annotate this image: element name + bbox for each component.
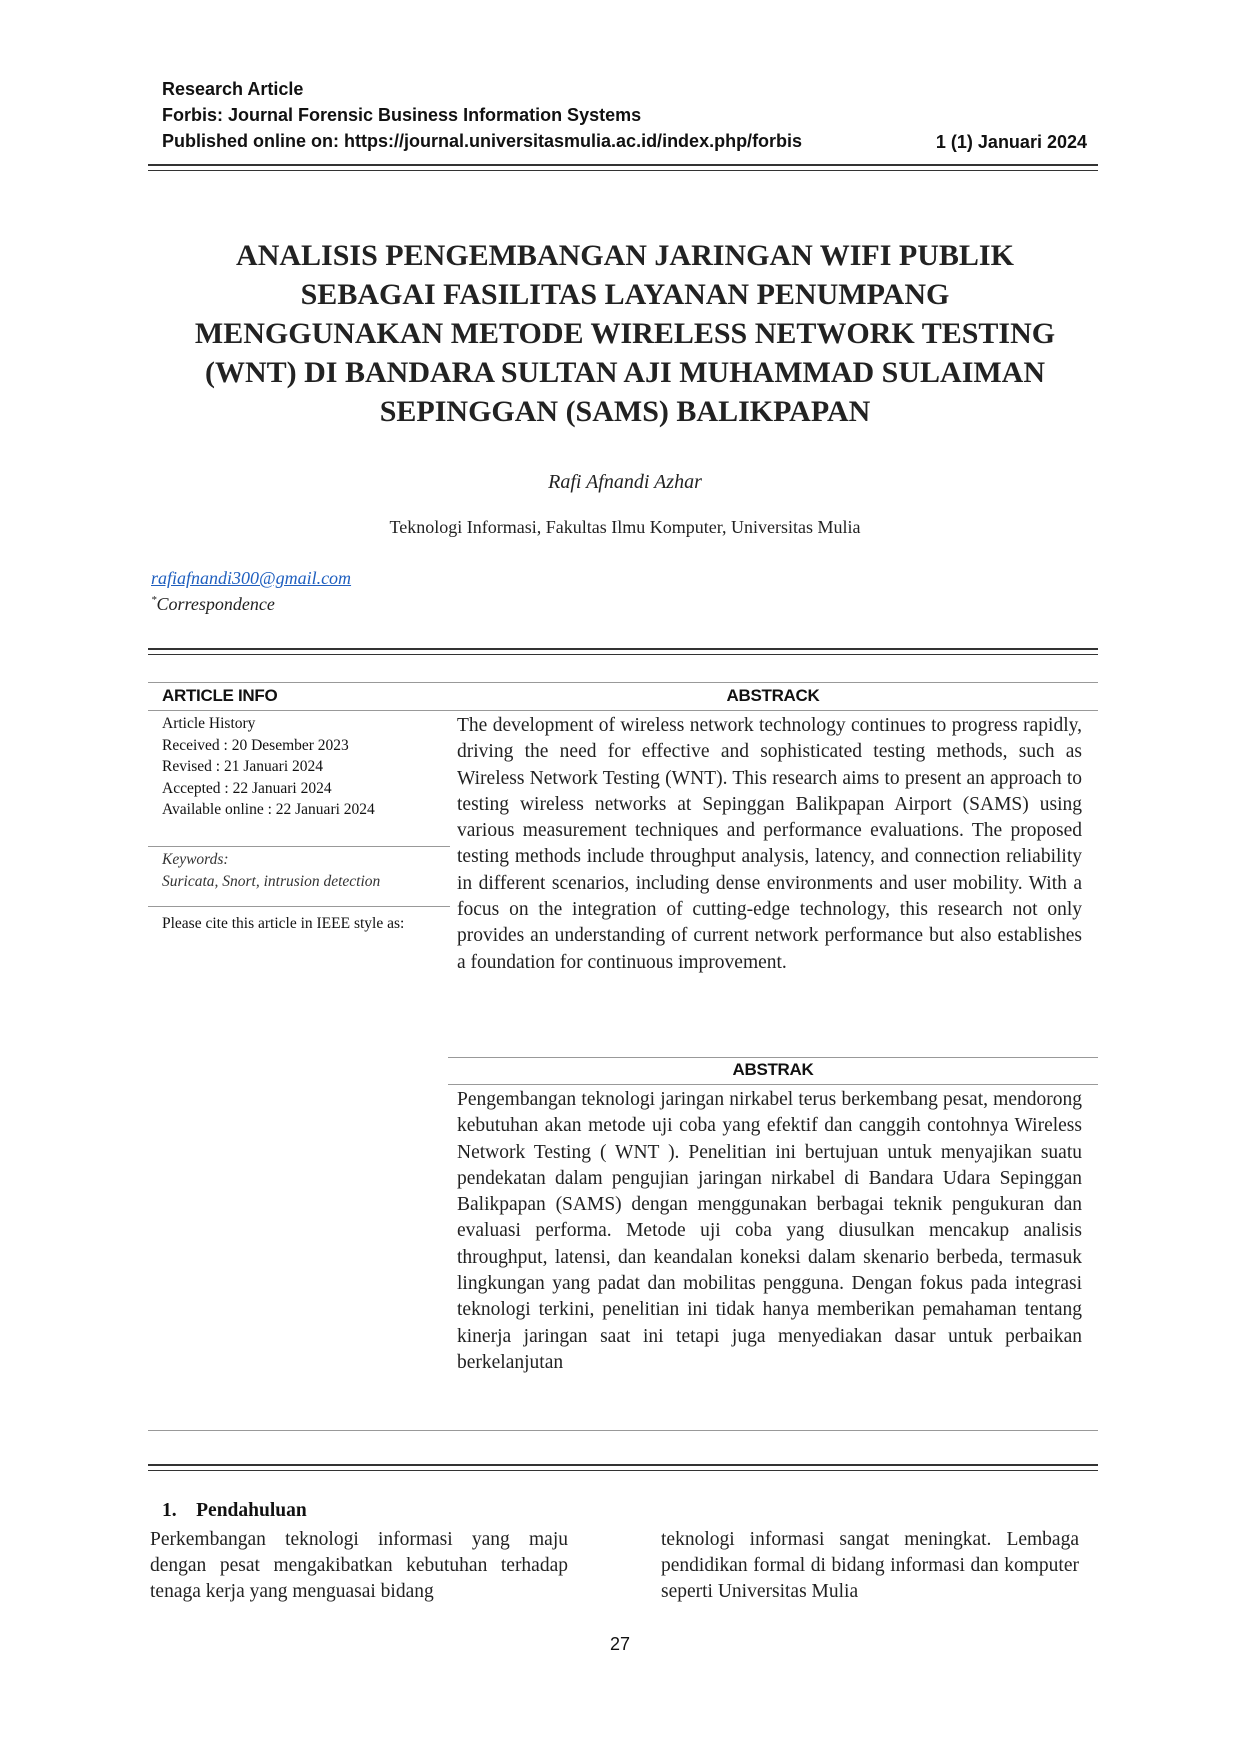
section-heading: 1. Pendahuluan	[162, 1500, 307, 1521]
title-line: MENGGUNAKAN METODE WIRELESS NETWORK TESTING	[194, 317, 1056, 350]
issue-info: 1 (1) Januari 2024	[935, 132, 1087, 152]
article-type: Research Article	[162, 79, 304, 99]
cite-rule	[148, 906, 450, 907]
paper-title	[150, 236, 1100, 431]
body-column-left: Perkembangan teknologi informasi yang maju dengan pesat mengakibatkan kebutuhan terhadap tenaga kerja yang menguasai bidang	[150, 1529, 568, 1602]
abstract-en-heading: ABSTRACK	[726, 686, 820, 705]
author-email-link[interactable]: rafiafnandi300@gmail.com	[151, 568, 352, 588]
abstract-id-heading: ABSTRAK	[732, 1060, 814, 1079]
header-divider	[148, 164, 1098, 171]
abstrak-head-rule	[448, 1084, 1098, 1085]
body-top-divider	[148, 1464, 1098, 1471]
journal-name: Forbis: Journal Forensic Business Information Systems	[162, 105, 642, 125]
keywords-list: Suricata, Snort, intrusion detection	[162, 872, 381, 890]
article-info-rule	[148, 682, 450, 683]
available-date: Available online : 22 Januari 2024	[162, 801, 375, 818]
accepted-date: Accepted : 22 Januari 2024	[162, 779, 332, 797]
title-line: SEBAGAI FASILITAS LAYANAN PENUMPANG	[300, 278, 950, 311]
keywords-label: Keywords:	[162, 851, 229, 868]
correspondence-label: Correspondence	[156, 594, 275, 614]
abstract-rule	[448, 682, 1098, 683]
article-info-heading: ARTICLE INFO	[162, 686, 278, 705]
author-name: Rafi Afnandi Azhar	[548, 471, 702, 493]
history-label: Article History	[162, 715, 256, 732]
revised-date: Revised : 21 Januari 2024	[162, 758, 324, 775]
page-number: 27	[609, 1634, 631, 1654]
article-info-head-rule	[148, 710, 450, 711]
abstrak-rule	[448, 1057, 1098, 1058]
article-history	[162, 713, 375, 821]
keywords-rule	[148, 846, 450, 847]
keywords-block	[162, 849, 380, 892]
body-column-right: teknologi informasi sangat meningkat. Lembaga pendidikan formal di bidang informasi dan komputer seperti Universitas Mulia	[661, 1529, 1079, 1602]
published-online: Published online on: https://journal.universitasmulia.ac.id/index.php/forbis	[162, 131, 803, 151]
abstract-head-rule	[448, 710, 1098, 711]
affiliation: Teknologi Informasi, Fakultas Ilmu Komputer, Universitas Mulia	[389, 517, 861, 537]
title-line: ANALISIS PENGEMBANGAN JARINGAN WIFI PUBLIK	[236, 239, 1014, 272]
correspondence-note: *Correspondence	[151, 594, 275, 614]
info-top-divider	[148, 648, 1098, 655]
cite-note: Please cite this article in IEEE style as:	[162, 915, 405, 932]
abstract-en-text: The development of wireless network technology continues to progress rapidly, driving the need for effective and sophisticated testing methods, such as Wireless Network Testing (WNT). This research aims to present an approach to testing wireless networks at Sepinggan Balikpapan Airport (SAMS) using various measurement techniques and performance evaluations. The proposed testing methods include throughput analysis, latency, and connection reliability in different scenarios, including dense environments and user mobility. With a focus on the integration of cutting-edge technology, this research not only provides an understanding of current network performance but also establishes a foundation for continuous improvement.	[457, 715, 1082, 973]
abstract-bottom-rule	[148, 1430, 1098, 1431]
title-line: SEPINGGAN (SAMS) BALIKPAPAN	[379, 395, 871, 428]
title-line: (WNT) DI BANDARA SULTAN AJI MUHAMMAD SULAIMAN	[204, 356, 1046, 389]
journal-header	[162, 76, 802, 154]
received-date: Received : 20 Desember 2023	[162, 736, 349, 754]
abstract-id-text: Pengembangan teknologi jaringan nirkabel terus berkembang pesat, mendorong kebutuhan akan metode uji coba yang efektif dan canggih contohnya Wireless Network Testing ( WNT ). Penelitian ini bertujuan untuk menyajikan suatu pendekatan dalam pengujian jaringan nirkabel di Bandara Udara Sepinggan Balikpapan (SAMS) dengan menggunakan berbagai teknik pengukuran dan evaluasi performa. Metode uji coba yang diusulkan mencakup analisis throughput, latensi, dan keandalan koneksi dalam skenario berbeda, termasuk lingkungan yang padat dan mobilitas pengguna. Dengan fokus pada integrasi teknologi terkini, penelitian ini tidak hanya memberikan pemahaman tentang kinerja jaringan saat ini tetapi juga menyediakan dasar untuk perbaikan berkelanjutan	[457, 1089, 1082, 1373]
